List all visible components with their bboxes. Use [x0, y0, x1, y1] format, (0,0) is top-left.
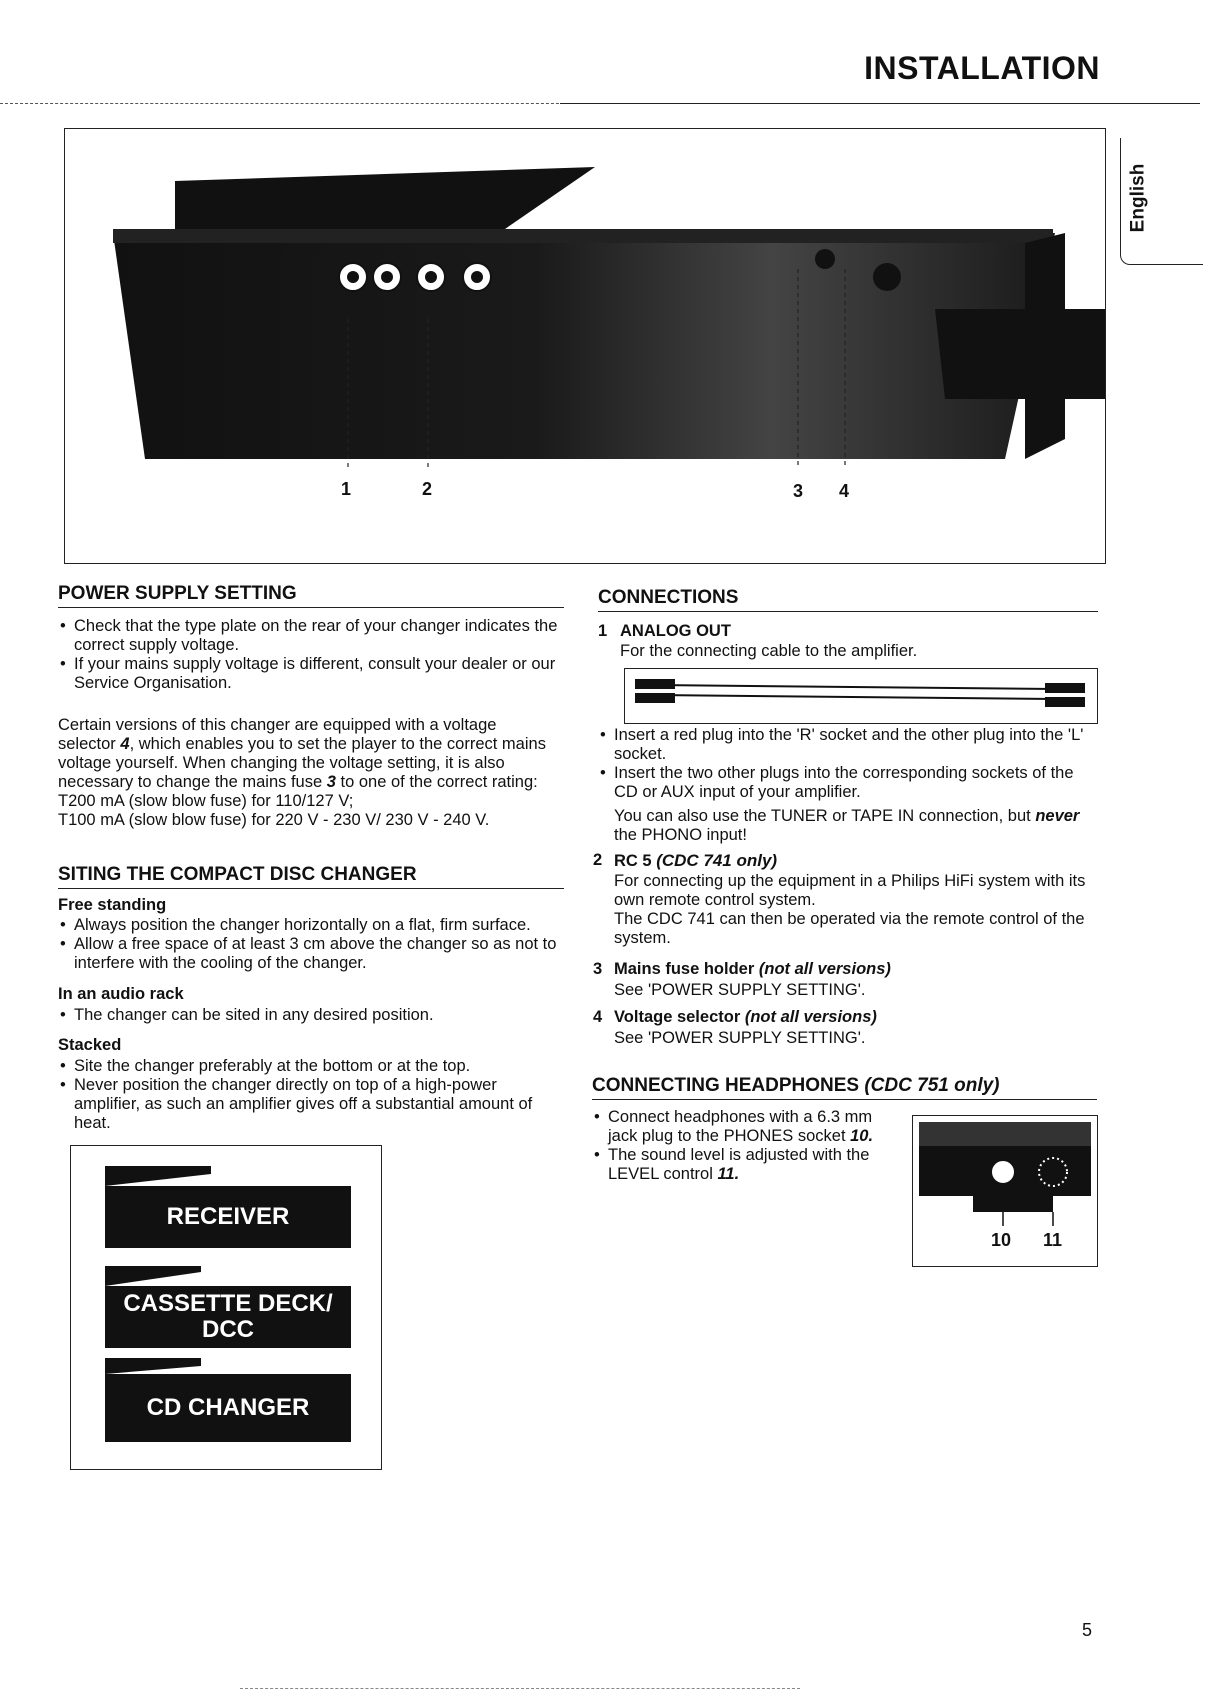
headphones-bullets	[592, 1108, 902, 1184]
conn-3-num: 3	[593, 960, 603, 978]
cassette-deck-label: CASSETTE DECK/ DCC	[105, 1286, 351, 1348]
fuse-holder	[815, 249, 835, 269]
text-run: to one of the correct rating: T200 mA (slow blow fuse) for 110/127 V;	[58, 773, 538, 810]
conn-4-num: 4	[593, 1008, 603, 1026]
header-rule-solid	[560, 103, 1200, 104]
ref-11: 11.	[717, 1165, 740, 1183]
connections-note	[614, 807, 1094, 845]
chassis-back	[113, 233, 1055, 459]
text-run: For connecting up the equipment in a Philips HiFi system with its own remote control system.	[614, 872, 1086, 909]
audio-rack-bullets	[58, 1006, 564, 1025]
headphones-heading-italic: (CDC 751 only)	[864, 1075, 1000, 1096]
conn-2-title-wrap	[614, 851, 777, 871]
text-run: You can also use the TUNER or TAPE IN connection, but	[614, 807, 1031, 825]
never-emphasis: never	[1035, 807, 1080, 825]
conn-2-num: 2	[593, 851, 603, 869]
conn-3-title: Mains fuse holder	[614, 960, 755, 978]
footer-rule	[240, 1688, 800, 1689]
conn-2-text	[614, 872, 1094, 948]
language-label: English	[1127, 163, 1148, 233]
ref-4: 4	[120, 735, 130, 753]
conn-4-title-italic: (not all versions)	[744, 1008, 877, 1026]
list-item: • If your mains supply voltage is different, consult your dealer or our Service Organisation.	[58, 655, 564, 693]
callout-2: 2	[422, 479, 433, 499]
rear-panel-figure	[64, 128, 1106, 564]
text-run: Certain versions of this changer are equipped with a voltage selector	[58, 716, 497, 753]
siting-heading: SITING THE COMPACT DISC CHANGER	[58, 864, 564, 889]
text-run: Connect headphones with a 6.3 mm jack plug to the PHONES socket	[608, 1108, 873, 1145]
conn-1-title: ANALOG OUT	[620, 622, 731, 640]
level-control	[1039, 1158, 1067, 1186]
page-number: 5	[1081, 1620, 1092, 1640]
audio-rack-title: In an audio rack	[58, 985, 184, 1003]
stack-illustration	[70, 1145, 382, 1470]
conn-3-title-wrap	[614, 960, 891, 979]
cd-changer-label: CD CHANGER	[105, 1374, 351, 1442]
chassis-edge	[113, 229, 1053, 243]
ref-3: 3	[326, 773, 336, 791]
free-standing-title: Free standing	[58, 896, 167, 914]
list-item: • Always position the changer horizontally on a flat, firm surface.	[58, 916, 568, 935]
power-cord	[935, 309, 1105, 399]
power-supply-paragraph	[58, 716, 558, 830]
callout-1: 1	[341, 479, 352, 499]
list-item: • Check that the type plate on the rear of your changer indicates the correct supply voltage.	[58, 617, 564, 655]
list-item: • Insert a red plug into the 'R' socket and the other plug into the 'L' socket.	[598, 726, 1098, 764]
receiver-label: RECEIVER	[105, 1186, 351, 1248]
text-run: T100 mA (slow blow fuse) for 220 V - 230 V/ 230 V - 240 V.	[58, 811, 490, 829]
voltage-selector	[873, 263, 901, 291]
list-item: • Site the changer preferably at the bottom or at the top.	[58, 1057, 564, 1076]
connections-bullets	[598, 726, 1098, 802]
list-item	[592, 1108, 902, 1146]
text-run: the PHONO input!	[614, 826, 747, 844]
conn-1-num: 1	[598, 622, 608, 640]
phones-socket	[991, 1160, 1015, 1184]
chassis-top	[175, 167, 595, 233]
power-supply-heading: POWER SUPPLY SETTING	[58, 583, 564, 608]
list-item	[592, 1146, 902, 1184]
language-label-wrap	[1118, 150, 1158, 246]
stacked-bullets	[58, 1057, 564, 1133]
headphones-heading-wrap	[592, 1075, 1097, 1100]
conn-4-title: Voltage selector	[614, 1008, 741, 1026]
text-run: The sound level is adjusted with the LEVEL control	[608, 1146, 870, 1183]
text-run: , which enables you to set the player to the correct mains voltage yourself. When changing the voltage setting, it is also necessary to change the mains fuse	[58, 735, 546, 791]
page-title: INSTALLATION	[864, 50, 1100, 86]
callout-3: 3	[793, 481, 804, 501]
free-standing-bullets	[58, 916, 568, 973]
text-run: The CDC 741 can then be operated via the remote control of the system.	[614, 910, 1085, 947]
headphones-illustration	[912, 1115, 1098, 1267]
list-item: • Allow a free space of at least 3 cm above the changer so as not to interfere with the cooling of the changer.	[58, 935, 568, 973]
headphones-heading: CONNECTING HEADPHONES	[592, 1075, 860, 1096]
conn-2-title: RC 5	[614, 852, 652, 870]
power-supply-bullets	[58, 617, 564, 693]
stacked-title: Stacked	[58, 1036, 122, 1054]
connections-heading: CONNECTIONS	[598, 587, 1098, 612]
list-item: • The changer can be sited in any desired position.	[58, 1006, 564, 1025]
list-item: • Insert the two other plugs into the corresponding sockets of the CD or AUX input of your amplifier.	[598, 764, 1098, 802]
conn-4-title-wrap	[614, 1008, 877, 1027]
conn-1-text: For the connecting cable to the amplifier.	[620, 642, 918, 660]
conn-3-text: See 'POWER SUPPLY SETTING'.	[614, 981, 866, 999]
rear-panel-illustration	[65, 129, 1105, 563]
conn-3-title-italic: (not all versions)	[758, 960, 891, 978]
callout-11: 11	[1043, 1230, 1063, 1250]
conn-4-text: See 'POWER SUPPLY SETTING'.	[614, 1029, 866, 1047]
cable-illustration	[624, 668, 1098, 724]
callout-4: 4	[839, 481, 850, 501]
list-item: • Never position the changer directly on top of a high-power amplifier, as such an amplifier gives off a substantial amount of heat.	[58, 1076, 564, 1133]
callout-10: 10	[991, 1230, 1012, 1250]
ref-10: 10.	[850, 1127, 874, 1145]
conn-2-title-italic: (CDC 741 only)	[656, 851, 778, 870]
